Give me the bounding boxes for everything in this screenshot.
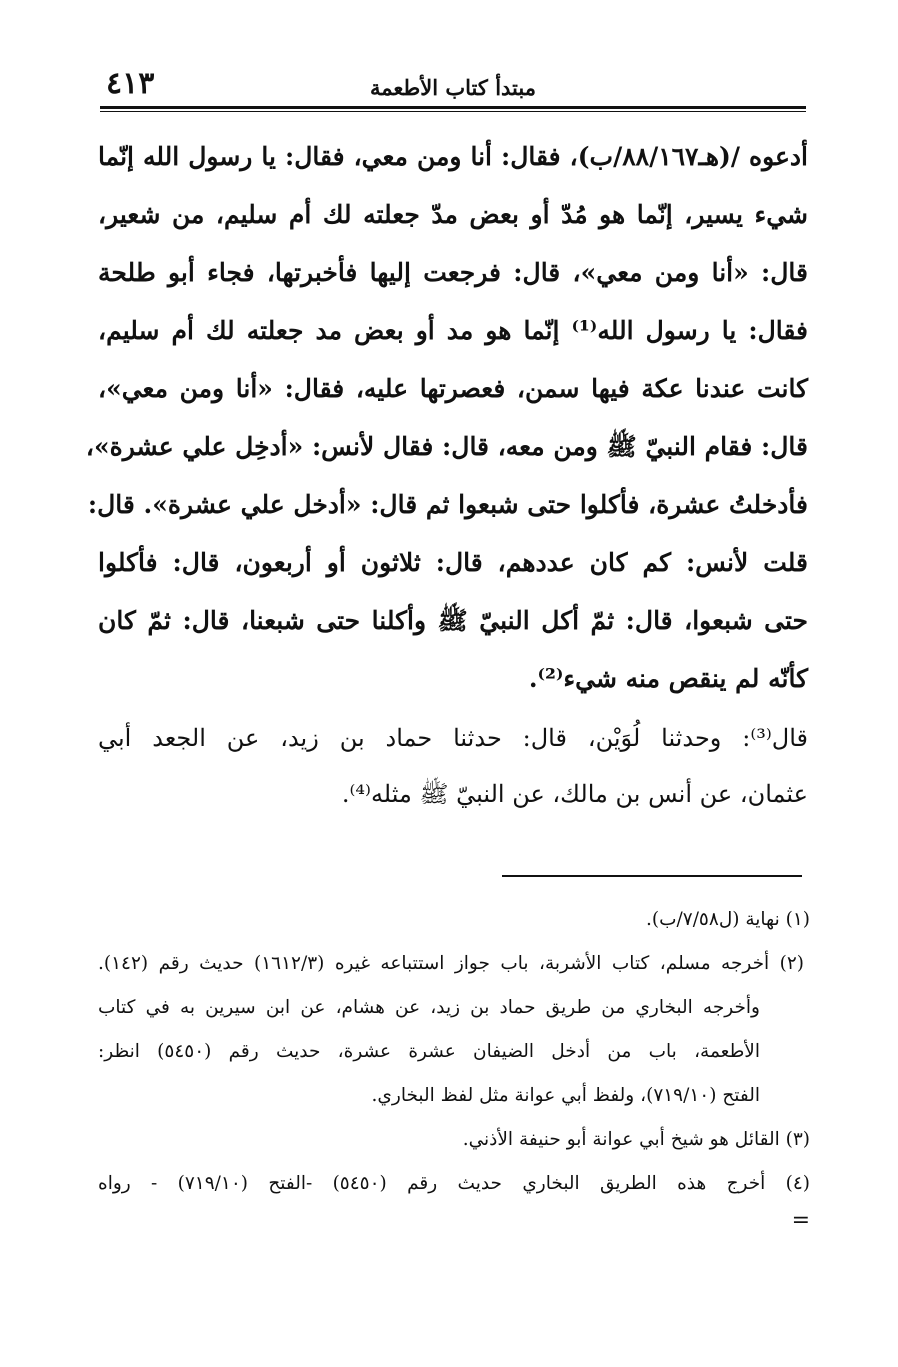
- footnote-line: وأخرجه البخاري من طريق حماد بن زيد، عن هشام، عن ابن سيرين به في كتاب: [98, 997, 760, 1018]
- text-line: أدعوه /(هـ٨٨/١٦٧/ب)، فقال: أنا ومن معي، فقال: يا رسول الله إنّما: [98, 142, 808, 171]
- text-line: حتى شبعوا، قال: ثمّ أكل النبيّ ﷺ وأكلنا حتى شبعنا، قال: ثمّ كان: [98, 606, 808, 635]
- text-line: فقال: يا رسول الله⁽¹⁾ إنّما هو مد أو بعض مد جعلته لك أم سليم،: [98, 316, 808, 345]
- footnote-separator: [502, 875, 802, 877]
- text-line: قال⁽³⁾: وحدثنا لُوَيْن، قال: حدثنا حماد بن زيد، عن الجعد أبي: [98, 724, 808, 752]
- text-line: فأدخلتُ عشرة، فأكلوا حتى شبعوا ثم قال: «أدخل علي عشرة». قال:: [87, 490, 808, 519]
- page-header: [100, 66, 806, 106]
- footnote-line: الفتح (٧١٩/١٠)، ولفظ أبي عوانة مثل لفظ البخاري.: [371, 1085, 760, 1106]
- text-line: قال: «أنا ومن معي»، قال: فرجعت إليها فأخبرتها، فجاء أبو طلحة: [98, 258, 808, 287]
- main-text: [85, 128, 808, 708]
- footnote-line: (٤) أخرج هذه الطريق البخاري حديث رقم (٥٤٥٠) -الفتح (٧١٩/١٠) - رواه: [98, 1173, 811, 1194]
- text-line: قلت لأنس: كم كان عددهم، قال: ثلاثون أو أربعون، قال: فأكلوا: [98, 548, 808, 577]
- footnotes: [98, 898, 810, 1236]
- page-number: ٤١٣: [106, 66, 155, 101]
- footnote-line: (١) نهاية (ل٧/٥٨/ب).: [646, 909, 810, 930]
- narration-paragraph: [98, 710, 808, 822]
- text-line: قال: فقام النبيّ ﷺ ومن معه، قال: فقال لأنس: «أدخِل علي عشرة»،: [85, 432, 808, 461]
- text-line: شيء يسير، إنّما هو مُدّ أو بعض مدّ جعلته لك أم سليم، من شعير،: [98, 200, 808, 229]
- running-title: مبتدأ كتاب الأطعمة: [370, 75, 536, 100]
- text-line: كانت عندنا عكة فيها سمن، فعصرتها عليه، فقال: «أنا ومن معي»،: [98, 374, 808, 403]
- text-line: كأنّه لم ينقص منه شيء⁽²⁾.: [528, 664, 808, 693]
- footnote-line: (٢) أخرجه مسلم، كتاب الأشربة، باب جواز استتباعه غيره (١٦١٢/٣) حديث رقم (١٤٢).: [98, 953, 804, 974]
- footnote-line: (٣) القائل هو شيخ أبي عوانة أبو حنيفة الأذني.: [462, 1129, 810, 1150]
- header-rule: [100, 106, 806, 112]
- continuation-mark: =: [791, 1208, 810, 1233]
- text-line: عثمان، عن أنس بن مالك، عن النبيّ ﷺ مثله⁽⁴⁾.: [341, 780, 808, 808]
- footnote-line: الأطعمة، باب من أدخل الضيفان عشرة عشرة، حديث رقم (٥٤٥٠) انظر:: [98, 1041, 760, 1062]
